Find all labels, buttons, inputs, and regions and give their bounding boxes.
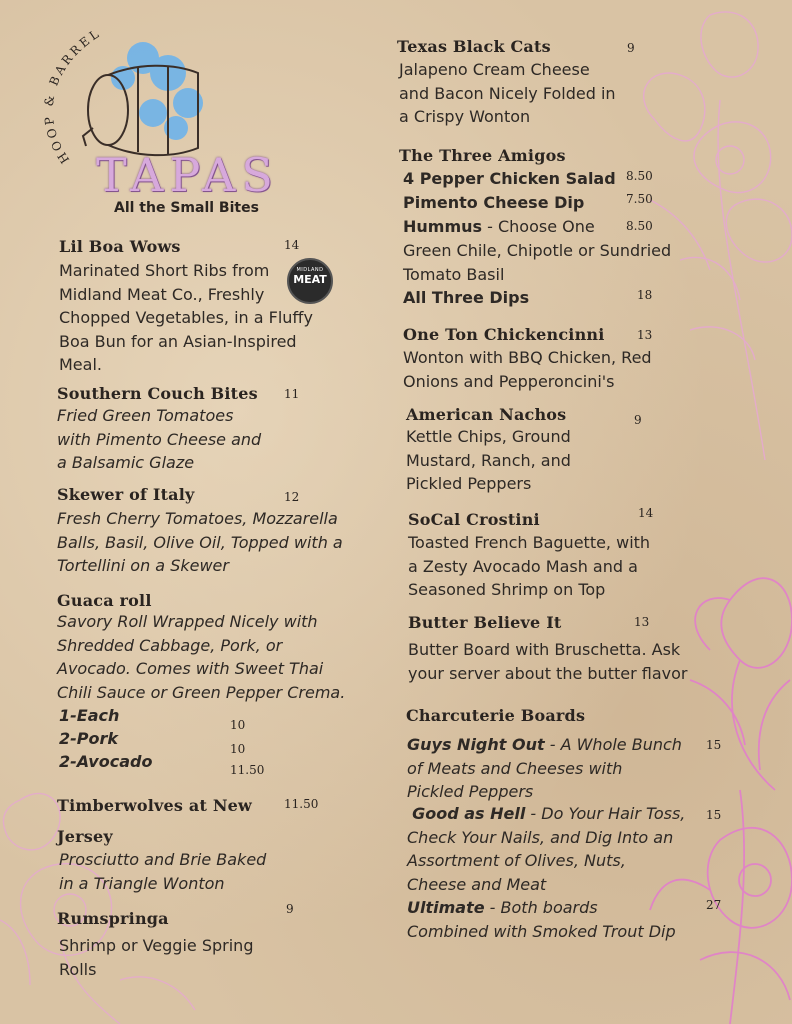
- menu-item-name: The Three Amigos: [399, 146, 566, 165]
- menu-item-name: American Nachos: [406, 405, 567, 424]
- menu-item-name: Southern Couch Bites: [57, 384, 258, 403]
- menu-item-price: 12: [284, 490, 300, 504]
- menu-item-description: Kettle Chips, Ground Mustard, Ranch, and Pickled Peppers: [406, 427, 571, 493]
- brand-arc-text: [30, 10, 150, 170]
- menu-item-description: Savory Roll Wrapped Nicely with Shredded Cabbage, Pork, or Avocado. Comes with Sweet Thai Chili Sauce or Green Pepper Crema.: [57, 612, 346, 702]
- svg-text:HOOP & BARREL: HOOP & BARREL: [41, 25, 104, 167]
- menu-item-description: Green Chile, Chipotle or Sundried Tomato Basil: [403, 241, 672, 284]
- option-label: Pimento Cheese Dip: [403, 193, 585, 212]
- menu-item-description: Fried Green Tomatoes with Pimento Cheese and a Balsamic Glaze: [57, 406, 262, 472]
- option-label: 4 Pepper Chicken Salad: [403, 169, 616, 188]
- menu-item-name: Timberwolves at New: [57, 796, 252, 815]
- menu-item-description: Butter Board with Bruschetta. Ask your server about the butter flavor: [408, 640, 688, 683]
- menu-item-description: Fresh Cherry Tomatoes, Mozzarella Balls, Basil, Olive Oil, Topped with a Tortellini on a Skewer: [57, 509, 343, 575]
- option-label: 2-Pork: [59, 729, 119, 748]
- menu-item-description: Toasted French Baguette, with a Zesty Avocado Mash and a Seasoned Shrimp on Top: [408, 533, 651, 599]
- floral-decoration-bottom-left-icon: [0, 780, 200, 1024]
- option-label: 1-Each: [59, 706, 120, 725]
- menu-item-name: Texas Black Cats: [397, 37, 551, 56]
- menu-item-name: Charcuterie Boards: [406, 706, 586, 725]
- menu-item-price: 14: [284, 238, 300, 252]
- menu-item-price: 9: [627, 41, 635, 55]
- menu-item-description: Jalapeno Cream Cheese and Bacon Nicely Folded in a Crispy Wonton: [399, 60, 616, 126]
- board-description: Good as Hell - Do Your Hair Toss, Check Your Nails, and Dig Into an Assortment of Olives, Nuts, Cheese and Meat: [407, 804, 686, 894]
- board-description: Ultimate - Both boards Combined with Smoked Trout Dip: [407, 898, 676, 941]
- option-price: 7.50: [626, 192, 653, 206]
- option-price: 8.50: [626, 169, 653, 183]
- board-price: 15: [706, 808, 722, 822]
- menu-item-price: 9: [634, 413, 642, 427]
- menu-item-price: 9: [286, 902, 294, 916]
- menu-item-name-continued: Jersey: [57, 827, 113, 846]
- page-title: TAPAS: [96, 148, 279, 202]
- menu-item-name: Butter Believe It: [408, 613, 562, 632]
- option-price: 10: [230, 718, 246, 732]
- menu-item-description: Shrimp or Veggie Spring Rolls: [59, 936, 254, 979]
- menu-item-description: Prosciutto and Brie Baked in a Triangle Wonton: [59, 850, 267, 893]
- menu-item-name: Lil Boa Wows: [59, 237, 181, 256]
- menu-item-name: SoCal Crostini: [408, 510, 540, 529]
- menu-item-description: Wonton with BBQ Chicken, Red Onions and Pepperoncini's: [403, 348, 652, 391]
- menu-item-name: One Ton Chickencinni: [403, 325, 605, 344]
- option-label: 2-Avocado: [59, 752, 153, 771]
- menu-item-name: Skewer of Italy: [57, 485, 195, 504]
- option-label: Hummus - Choose One: [403, 217, 595, 236]
- menu-item-price: 11.50: [284, 797, 319, 811]
- badge-main-text: MEAT: [293, 273, 327, 286]
- menu-item-name: Guaca roll: [57, 591, 152, 610]
- page-subtitle: All the Small Bites: [114, 200, 259, 216]
- badge-top-text: MIDLAND: [296, 267, 324, 273]
- menu-item-price: 13: [637, 328, 653, 342]
- board-price: 15: [706, 738, 722, 752]
- board-price: 27: [706, 898, 722, 912]
- option-price: 10: [230, 742, 246, 756]
- menu-item-price: 14: [638, 506, 654, 520]
- option-price: 8.50: [626, 219, 653, 233]
- menu-item-price: 13: [634, 615, 650, 629]
- menu-item-description: Marinated Short Ribs from Midland Meat Co., Freshly Chopped Vegetables, in a Fluffy Boa Bun for an Asian-Inspired Meal.: [59, 261, 313, 374]
- option-label: All Three Dips: [403, 288, 530, 307]
- board-description: Guys Night Out - A Whole Bunch of Meats and Cheeses with Pickled Peppers: [407, 735, 682, 801]
- option-price: 11.50: [230, 763, 265, 777]
- option-price: 18: [637, 288, 653, 302]
- menu-item-price: 11: [284, 387, 300, 401]
- menu-item-name: Rumspringa: [57, 909, 169, 928]
